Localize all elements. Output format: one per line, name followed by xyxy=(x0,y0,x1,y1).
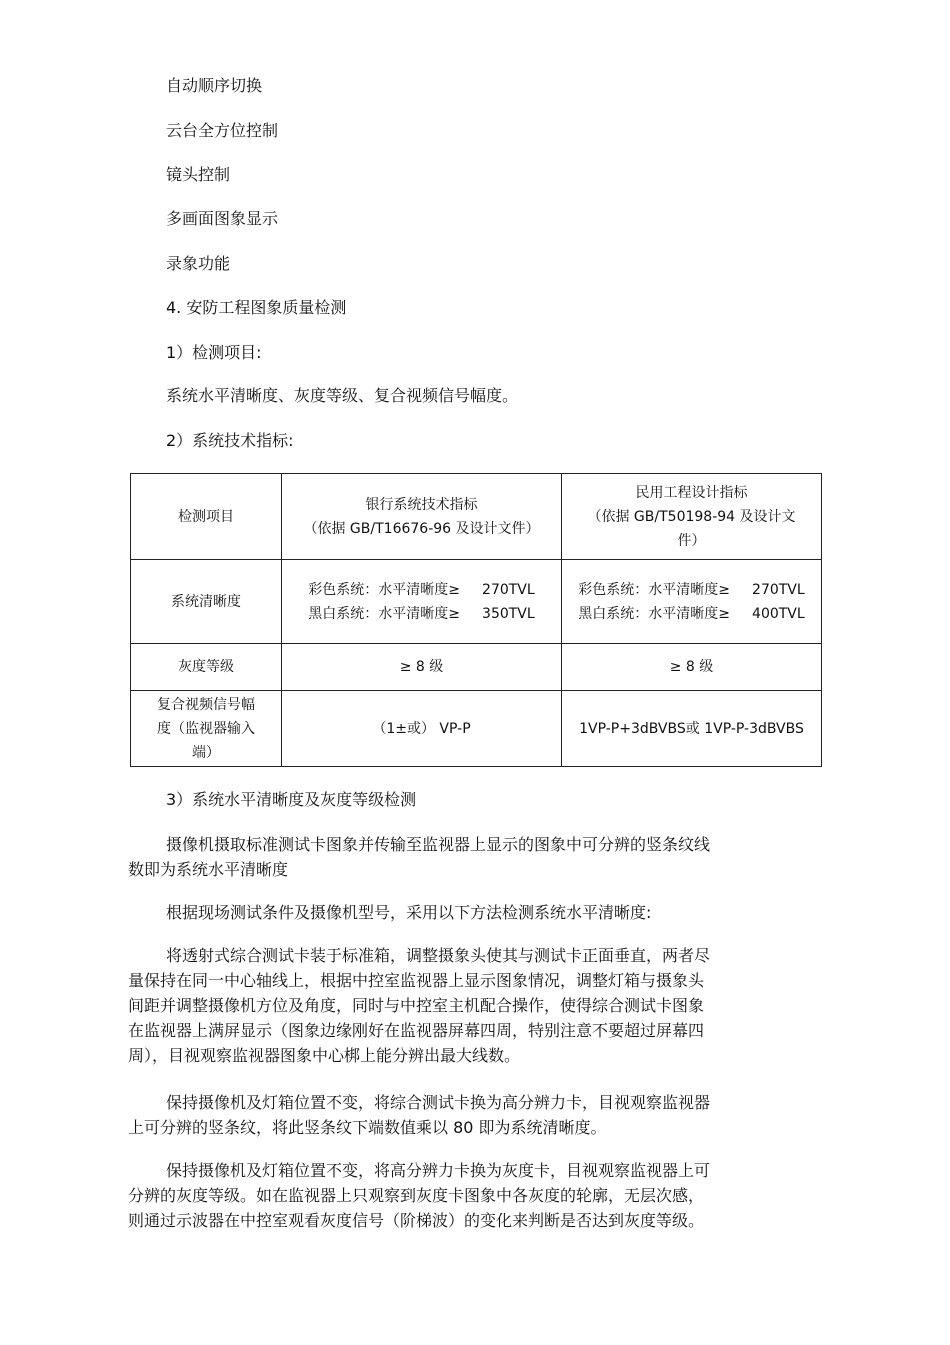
feature-item-1: 自动顺序切换 xyxy=(166,76,263,95)
table-header-row xyxy=(131,474,822,560)
civil-clarity: 彩色系统：水平清晰度≥ 270TVL 黑白系统：水平清晰度≥ 400TVL xyxy=(562,560,822,644)
civil-gray-level: ≥ 8 级 xyxy=(562,644,822,691)
subsection-3-title: 3）系统水平清晰度及灰度等级检测 xyxy=(166,790,417,809)
header-bank-spec: 银行系统技术指标 （依据 GB/T16676-96 及设计文件） xyxy=(282,474,562,560)
subsection-1-title: 1）检测项目: xyxy=(166,343,262,362)
bank-gray-level: ≥ 8 级 xyxy=(282,644,562,691)
subsection-1-body: 系统水平清晰度、灰度等级、复合视频信号幅度。 xyxy=(166,386,519,405)
feature-item-5: 录象功能 xyxy=(166,254,231,273)
paragraph: 根据现场测试条件及摄像机型号，采用以下方法检测系统水平清晰度: xyxy=(166,903,652,922)
row-item: 灰度等级 xyxy=(131,644,282,691)
table-row xyxy=(131,691,822,767)
civil-video-amplitude: 1VP-P+3dBVBS或 1VP-P-3dBVBS xyxy=(562,691,822,767)
table-row xyxy=(131,560,822,644)
bank-video-amplitude: （1±或） VP-P xyxy=(282,691,562,767)
paragraph: 将透射式综合测试卡装于标准箱，调整摄象头使其与测试卡正面垂直，两者尽 量保持在同一中心轴线上，根据中控室监视器上显示图象情况，调整灯箱与摄象头 间距并调整摄像机方位及角度，同时与中控室主机配合操作，使得综合测试卡图象 在监视器上满屏显示（图象边缘刚好在监视器屏幕四周，特别注意不要超过屏幕四 周），目视观察监视器图象中心梆上能分辨出最大线数。 xyxy=(128,946,711,1065)
header-civil-spec: 民用工程设计指标 （依据 GB/T50198-94 及设计文 件） xyxy=(562,474,822,560)
feature-item-3: 镜头控制 xyxy=(166,165,231,184)
row-item: 复合视频信号幅 度（监视器输入 端） xyxy=(131,691,282,767)
spec-table xyxy=(130,473,822,767)
feature-item-2: 云台全方位控制 xyxy=(166,121,279,140)
paragraph: 摄像机摄取标准测试卡图象并传输至监视器上显示的图象中可分辨的竖条纹线 数即为系统水平清晰度 xyxy=(128,835,711,879)
paragraph: 保持摄像机及灯箱位置不变，将高分辨力卡换为灰度卡，目视观察监视器上可 分辨的灰度等级。如在监视器上只观察到灰度卡图象中各灰度的轮廓，无层次感， 则通过示波器在中控室观看灰度信号（阶梯波）的变化来判断是否达到灰度等级。 xyxy=(128,1161,711,1230)
subsection-2-title: 2）系统技术指标: xyxy=(166,431,294,450)
paragraph: 保持摄像机及灯箱位置不变，将综合测试卡换为高分辨力卡，目视观察监视器 上可分辨的竖条纹，将此竖条纹下端数值乘以 80 即为系统清晰度。 xyxy=(128,1093,711,1137)
header-test-item: 检测项目 xyxy=(131,474,282,560)
row-item: 系统清晰度 xyxy=(131,560,282,644)
table-row xyxy=(131,644,822,691)
feature-item-4: 多画面图象显示 xyxy=(166,209,279,228)
section-4-title: 4. 安防工程图象质量检测 xyxy=(166,298,347,317)
bank-clarity: 彩色系统：水平清晰度≥ 270TVL 黑白系统：水平清晰度≥ 350TVL xyxy=(282,560,562,644)
